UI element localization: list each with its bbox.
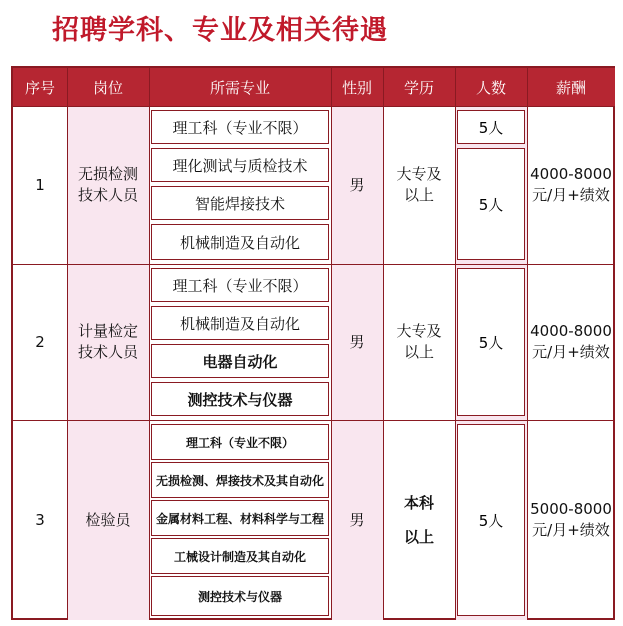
row-1-major-3: 智能焊接技术 (151, 186, 329, 220)
recruitment-table (11, 66, 615, 620)
row-2-salary: 4000-8000 元/月+绩效 (530, 322, 612, 361)
row-2-major-4: 测控技术与仪器 (151, 382, 329, 416)
row-3-education: 本科 以上 (403, 494, 434, 546)
header-salary: 薪酬 (527, 68, 615, 106)
header-gender: 性别 (331, 68, 383, 106)
row-1-count-2: 5人 (457, 148, 525, 260)
row-3-no: 3 (35, 510, 45, 529)
row-2-major-3: 电器自动化 (151, 344, 329, 378)
row-3-count: 5人 (457, 424, 525, 616)
row-3-major-4: 工械设计制造及其自动化 (151, 538, 329, 574)
row-3-position: 检验员 (85, 510, 131, 529)
page-title: 招聘学科、专业及相关待遇 (52, 15, 388, 46)
row-2-gender: 男 (349, 332, 365, 351)
row-2-major-1: 理工科（专业不限） (151, 268, 329, 302)
header-no: 序号 (13, 68, 67, 106)
header-major: 所需专业 (149, 68, 331, 106)
header-education: 学历 (383, 68, 455, 106)
row-1-count-1: 5人 (457, 110, 525, 144)
row-1-major-4: 机械制造及自动化 (151, 224, 329, 260)
row-3-major-5: 测控技术与仪器 (151, 576, 329, 616)
row-3-major-3: 金属材料工程、材料科学与工程 (151, 500, 329, 536)
row-1-major-2: 理化测试与质检技术 (151, 148, 329, 182)
row-1-position: 无损检测 技术人员 (77, 165, 138, 204)
row-2-no: 2 (35, 332, 45, 351)
row-1-major-1: 理工科（专业不限） (151, 110, 329, 144)
row-2-count: 5人 (457, 268, 525, 416)
header-count: 人数 (455, 68, 527, 106)
row-2-major-2: 机械制造及自动化 (151, 306, 329, 340)
row-1-no: 1 (35, 175, 45, 194)
row-3-major-1: 理工科（专业不限） (151, 424, 329, 460)
row-3-salary: 5000-8000 元/月+绩效 (530, 500, 612, 539)
row-1-salary: 4000-8000 元/月+绩效 (530, 165, 612, 204)
row-1-gender: 男 (349, 175, 365, 194)
row-3-major-2: 无损检测、焊接技术及其自动化 (151, 462, 329, 498)
row-3-gender: 男 (349, 510, 365, 529)
row-1-education: 大专及 以上 (396, 165, 442, 204)
row-2-education: 大专及 以上 (396, 322, 442, 361)
row-2-position: 计量检定 技术人员 (77, 322, 138, 361)
header-position: 岗位 (67, 68, 149, 106)
